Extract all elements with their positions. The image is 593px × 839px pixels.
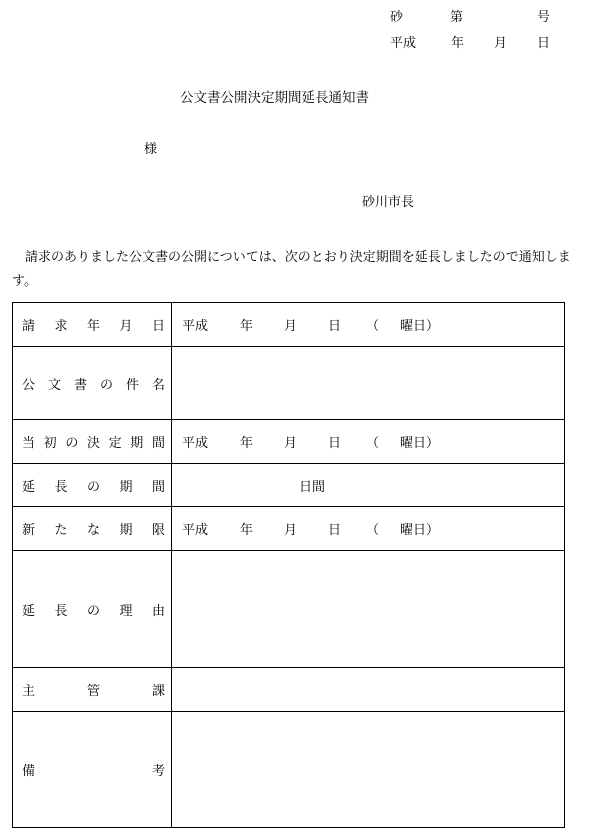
addressee-suffix: 様: [144, 142, 158, 157]
row-request-date: [13, 303, 565, 347]
request-date-label: [13, 303, 172, 347]
initial-decision-period-label: [13, 420, 172, 464]
ref-prefix: 砂: [390, 10, 404, 25]
label-char: 件: [125, 377, 139, 393]
responsible-division-value[interactable]: [172, 668, 565, 712]
label-char: 公: [22, 377, 36, 393]
request-date-value[interactable]: [172, 303, 565, 347]
label-char: 決: [86, 436, 100, 451]
label-char: 間: [151, 436, 165, 451]
row-new-deadline: [13, 507, 565, 551]
label-char: 求: [54, 319, 68, 334]
label-char: の: [86, 479, 100, 495]
date-hi: 日: [328, 436, 342, 451]
extension-reason-label: [13, 551, 172, 668]
date-weekday: 曜日）: [400, 319, 440, 334]
header-hi: 日: [537, 36, 551, 51]
label-char: 考: [151, 764, 165, 779]
row-remarks: [13, 712, 565, 828]
label-char: 理: [119, 603, 133, 619]
date-nen: 年: [240, 523, 254, 538]
document-title: 公文書公開決定期間延長通知書: [180, 90, 369, 106]
date-tsuki: 月: [284, 319, 298, 334]
row-responsible-division: [13, 668, 565, 712]
header-era: 平成: [390, 36, 417, 51]
label-char: の: [65, 436, 79, 451]
date-weekday: 曜日）: [400, 436, 440, 451]
label-char: 延: [22, 603, 36, 619]
date-era: 平成: [182, 523, 209, 538]
extension-reason-value[interactable]: [172, 551, 565, 668]
date-hi: 日: [328, 523, 342, 538]
label-char: た: [54, 523, 68, 538]
label-char: 期: [119, 479, 133, 495]
label-char: 年: [86, 319, 100, 334]
date-era: 平成: [182, 436, 209, 451]
date-open-paren: （: [366, 436, 380, 451]
extension-period-value[interactable]: [172, 464, 565, 507]
remarks-value[interactable]: [172, 712, 565, 828]
header-nen: 年: [451, 36, 465, 51]
ref-go: 号: [537, 10, 551, 25]
label-char: 課: [151, 684, 165, 699]
label-char: 間: [151, 479, 165, 495]
new-deadline-label: [13, 507, 172, 551]
label-char: 書: [73, 377, 87, 393]
document-subject-value[interactable]: [172, 347, 565, 420]
row-initial-decision-period: [13, 420, 565, 464]
initial-decision-period-value[interactable]: [172, 420, 565, 464]
date-era: 平成: [182, 319, 209, 334]
header-tsuki: 月: [494, 36, 508, 51]
label-char: 主: [22, 684, 36, 699]
label-char: 請: [22, 319, 36, 334]
row-extension-period: [13, 464, 565, 507]
date-open-paren: （: [366, 319, 380, 334]
date-tsuki: 月: [284, 436, 298, 451]
date-open-paren: （: [366, 523, 380, 538]
date-nen: 年: [240, 436, 254, 451]
label-char: 由: [151, 603, 165, 619]
ref-dai: 第: [450, 10, 464, 25]
row-extension-reason: [13, 551, 565, 668]
label-char: 日: [151, 319, 165, 334]
label-char: 月: [119, 319, 133, 334]
row-document-subject: [13, 347, 565, 420]
responsible-division-label: [13, 668, 172, 712]
body-paragraph: 請求のありました公文書の公開については、次のとおり決定期間を延長しましたので通知します。: [12, 250, 571, 289]
label-char: 管: [86, 684, 100, 699]
label-char: 文: [47, 377, 61, 393]
label-char: 期: [119, 523, 133, 538]
extension-period-label: [13, 464, 172, 507]
date-tsuki: 月: [284, 523, 298, 538]
label-char: の: [99, 377, 113, 393]
label-char: 延: [22, 479, 36, 495]
label-char: の: [86, 603, 100, 619]
label-char: 長: [54, 479, 68, 495]
label-char: 期: [130, 436, 144, 451]
label-char: 限: [151, 523, 165, 538]
days-label: 日間: [299, 479, 326, 495]
label-char: 名: [151, 377, 165, 393]
date-weekday: 曜日）: [400, 523, 440, 538]
label-char: 定: [108, 436, 122, 451]
label-char: 長: [54, 603, 68, 619]
date-hi: 日: [328, 319, 342, 334]
notice-table: [12, 302, 565, 828]
date-nen: 年: [240, 319, 254, 334]
label-char: 備: [22, 764, 36, 779]
label-char: 初: [43, 436, 57, 451]
new-deadline-value[interactable]: [172, 507, 565, 551]
label-char: な: [86, 523, 100, 538]
document-subject-label: [13, 347, 172, 420]
label-char: 新: [22, 523, 36, 538]
remarks-label: [13, 712, 172, 828]
sender-name: 砂川市長: [362, 195, 415, 210]
label-char: 当: [22, 436, 36, 451]
